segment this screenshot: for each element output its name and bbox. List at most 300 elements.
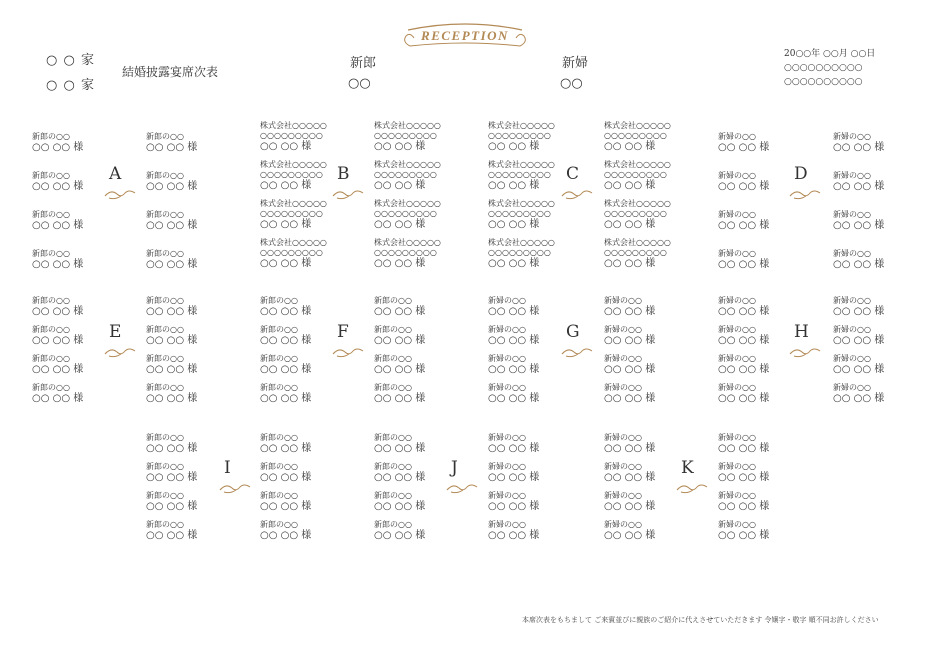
guest-name: ○○ ○○ 様 — [488, 258, 540, 269]
guest-name: ○○ ○○ 様 — [32, 364, 84, 375]
guest-seat — [260, 296, 360, 318]
guest-seat — [374, 462, 474, 484]
guest-seat — [604, 520, 704, 542]
guest-relation: 新郎の○○ — [146, 354, 184, 363]
guest-seat — [718, 491, 818, 513]
guest-relation: 新郎の○○ — [32, 354, 70, 363]
guest-relation: 新婦の○○ — [604, 383, 642, 392]
guest-seat — [374, 199, 474, 231]
guest-relation: 新郎の○○ — [32, 383, 70, 392]
guest-name: ○○ ○○ 様 — [488, 393, 540, 404]
guest-affiliation: ○○○○○○○○○ — [260, 248, 323, 257]
table-label-b: B — [337, 164, 350, 184]
guest-relation: 新郎の○○ — [146, 462, 184, 471]
guest-affiliation: ○○○○○○○○○ — [374, 209, 437, 218]
guest-name: ○○ ○○ 様 — [32, 142, 84, 153]
guest-seat — [32, 210, 132, 232]
guest-relation: 新婦の○○ — [718, 433, 756, 442]
guest-relation: 新婦の○○ — [604, 462, 642, 471]
guest-relation: 新婦の○○ — [718, 462, 756, 471]
guest-name: ○○ ○○ 様 — [718, 259, 770, 270]
table-label-g: G — [566, 322, 580, 342]
guest-relation: 新婦の○○ — [718, 296, 756, 305]
guest-seat — [32, 354, 132, 376]
guest-name: ○○ ○○ 様 — [604, 141, 656, 152]
guest-seat — [604, 325, 704, 347]
guest-seat — [833, 354, 933, 376]
guest-name: ○○ ○○ 様 — [718, 530, 770, 541]
guest-relation: 新郎の○○ — [374, 296, 412, 305]
guest-seat — [833, 171, 933, 193]
guest-seat — [374, 121, 474, 153]
guest-relation: 新婦の○○ — [718, 132, 756, 141]
guest-seat — [718, 462, 818, 484]
guest-name: ○○ ○○ 様 — [146, 530, 198, 541]
guest-name: ○○ ○○ 様 — [32, 393, 84, 404]
guest-seat — [488, 491, 588, 513]
table-label-h: H — [794, 322, 809, 342]
guest-name: ○○ ○○ 様 — [260, 472, 312, 483]
guest-relation: 新郎の○○ — [146, 132, 184, 141]
guest-relation: 新郎の○○ — [146, 296, 184, 305]
guest-relation: 新婦の○○ — [718, 325, 756, 334]
guest-seat — [146, 491, 246, 513]
guest-seat — [488, 325, 588, 347]
guest-relation: 新婦の○○ — [718, 491, 756, 500]
guest-name: ○○ ○○ 様 — [833, 142, 885, 153]
guest-seat — [32, 132, 132, 154]
guest-seat — [260, 199, 360, 231]
bride-name: ○○ — [560, 76, 583, 91]
guest-relation: 新郎の○○ — [374, 491, 412, 500]
table-label-e: E — [109, 322, 122, 342]
groom-label: 新郎 — [350, 56, 377, 71]
guest-name: ○○ ○○ 様 — [718, 443, 770, 454]
guest-seat — [488, 520, 588, 542]
guest-seat — [146, 171, 246, 193]
guest-seat — [146, 325, 246, 347]
guest-affiliation: ○○○○○○○○○ — [488, 209, 551, 218]
guest-seat — [146, 296, 246, 318]
guest-name: ○○ ○○ 様 — [604, 393, 656, 404]
guest-seat — [32, 383, 132, 405]
guest-name: ○○ ○○ 様 — [718, 393, 770, 404]
guest-relation: 新郎の○○ — [146, 249, 184, 258]
guest-name: ○○ ○○ 様 — [32, 181, 84, 192]
guest-seat — [833, 132, 933, 154]
guest-name: ○○ ○○ 様 — [146, 393, 198, 404]
guest-seat — [833, 383, 933, 405]
guest-seat — [374, 238, 474, 270]
guest-relation: 株式会社○○○○○ — [488, 160, 555, 169]
guest-name: ○○ ○○ 様 — [488, 335, 540, 346]
guest-name: ○○ ○○ 様 — [260, 443, 312, 454]
table-label-i: I — [224, 458, 231, 478]
guest-seat — [488, 383, 588, 405]
guest-relation: 新婦の○○ — [604, 354, 642, 363]
guest-name: ○○ ○○ 様 — [488, 501, 540, 512]
guest-seat — [374, 383, 474, 405]
guest-seat — [374, 520, 474, 542]
guest-relation: 新婦の○○ — [604, 433, 642, 442]
guest-name: ○○ ○○ 様 — [488, 443, 540, 454]
guest-seat — [718, 296, 818, 318]
guest-relation: 新婦の○○ — [833, 296, 871, 305]
guest-seat — [374, 160, 474, 192]
guest-seat — [146, 433, 246, 455]
guest-seat — [146, 520, 246, 542]
guest-name: ○○ ○○ 様 — [374, 393, 426, 404]
guest-name: ○○ ○○ 様 — [260, 180, 312, 191]
guest-name: ○○ ○○ 様 — [146, 472, 198, 483]
guest-relation: 株式会社○○○○○ — [488, 121, 555, 130]
guest-relation: 新郎の○○ — [260, 325, 298, 334]
guest-affiliation: ○○○○○○○○○ — [260, 209, 323, 218]
guest-relation: 新婦の○○ — [833, 132, 871, 141]
guest-relation: 株式会社○○○○○ — [260, 121, 327, 130]
guest-relation: 新婦の○○ — [488, 520, 526, 529]
guest-relation: 新郎の○○ — [374, 354, 412, 363]
guest-seat — [604, 383, 704, 405]
guest-relation: 株式会社○○○○○ — [488, 238, 555, 247]
guest-name: ○○ ○○ 様 — [374, 443, 426, 454]
guest-seat — [260, 433, 360, 455]
guest-seat — [718, 210, 818, 232]
bride-label: 新婦 — [562, 56, 589, 71]
guest-relation: 株式会社○○○○○ — [260, 160, 327, 169]
guest-affiliation: ○○○○○○○○○ — [374, 170, 437, 179]
guest-seat — [260, 325, 360, 347]
guest-relation: 株式会社○○○○○ — [374, 160, 441, 169]
guest-relation: 新婦の○○ — [833, 210, 871, 219]
guest-seat — [604, 491, 704, 513]
guest-name: ○○ ○○ 様 — [374, 335, 426, 346]
guest-name: ○○ ○○ 様 — [833, 335, 885, 346]
guest-name: ○○ ○○ 様 — [833, 364, 885, 375]
guest-seat — [146, 462, 246, 484]
svg-text:RECEPTION: RECEPTION — [421, 28, 509, 43]
guest-relation: 新郎の○○ — [374, 520, 412, 529]
guest-relation: 株式会社○○○○○ — [604, 160, 671, 169]
guest-name: ○○ ○○ 様 — [260, 335, 312, 346]
guest-name: ○○ ○○ 様 — [374, 141, 426, 152]
guest-seat — [260, 520, 360, 542]
guest-relation: 新婦の○○ — [488, 296, 526, 305]
guest-relation: 株式会社○○○○○ — [488, 199, 555, 208]
guest-relation: 新郎の○○ — [260, 491, 298, 500]
venue-line-1: ○○○○○○○○○○ — [784, 63, 863, 73]
guest-relation: 新郎の○○ — [260, 296, 298, 305]
guest-relation: 新婦の○○ — [604, 491, 642, 500]
guest-seat — [374, 296, 474, 318]
guest-seat — [718, 325, 818, 347]
guest-seat — [488, 238, 588, 270]
guest-name: ○○ ○○ 様 — [718, 335, 770, 346]
guest-name: ○○ ○○ 様 — [718, 472, 770, 483]
guest-name: ○○ ○○ 様 — [146, 181, 198, 192]
guest-name: ○○ ○○ 様 — [604, 335, 656, 346]
guest-relation: 株式会社○○○○○ — [604, 121, 671, 130]
guest-affiliation: ○○○○○○○○○ — [374, 248, 437, 257]
guest-relation: 新婦の○○ — [604, 325, 642, 334]
guest-relation: 株式会社○○○○○ — [374, 121, 441, 130]
guest-relation: 新婦の○○ — [488, 383, 526, 392]
guest-relation: 新郎の○○ — [146, 171, 184, 180]
guest-name: ○○ ○○ 様 — [32, 220, 84, 231]
guest-seat — [488, 433, 588, 455]
family-1: ○ ○ 家 — [46, 53, 95, 68]
guest-name: ○○ ○○ 様 — [488, 364, 540, 375]
guest-name: ○○ ○○ 様 — [374, 306, 426, 317]
table-label-a: A — [109, 164, 122, 184]
guest-seat — [718, 383, 818, 405]
guest-affiliation: ○○○○○○○○○ — [488, 131, 551, 140]
guest-seat — [718, 249, 818, 271]
guest-seat — [604, 433, 704, 455]
guest-name: ○○ ○○ 様 — [833, 259, 885, 270]
guest-name: ○○ ○○ 様 — [374, 180, 426, 191]
guest-name: ○○ ○○ 様 — [604, 501, 656, 512]
guest-name: ○○ ○○ 様 — [374, 258, 426, 269]
guest-name: ○○ ○○ 様 — [260, 141, 312, 152]
guest-name: ○○ ○○ 様 — [374, 501, 426, 512]
guest-affiliation: ○○○○○○○○○ — [488, 248, 551, 257]
guest-seat — [146, 210, 246, 232]
guest-seat — [32, 325, 132, 347]
guest-seat — [718, 132, 818, 154]
table-label-c: C — [566, 164, 580, 184]
guest-seat — [833, 296, 933, 318]
guest-affiliation: ○○○○○○○○○ — [374, 131, 437, 140]
guest-relation: 新婦の○○ — [488, 325, 526, 334]
guest-seat — [260, 238, 360, 270]
guest-relation: 新郎の○○ — [146, 520, 184, 529]
guest-name: ○○ ○○ 様 — [604, 180, 656, 191]
guest-name: ○○ ○○ 様 — [718, 181, 770, 192]
guest-relation: 株式会社○○○○○ — [374, 238, 441, 247]
guest-name: ○○ ○○ 様 — [604, 472, 656, 483]
guest-relation: 新郎の○○ — [374, 325, 412, 334]
guest-affiliation: ○○○○○○○○○ — [604, 248, 667, 257]
guest-relation: 新郎の○○ — [32, 132, 70, 141]
guest-name: ○○ ○○ 様 — [32, 306, 84, 317]
table-label-j: J — [451, 458, 458, 478]
guest-relation: 新婦の○○ — [718, 383, 756, 392]
guest-name: ○○ ○○ 様 — [146, 443, 198, 454]
guest-name: ○○ ○○ 様 — [718, 306, 770, 317]
guest-relation: 新郎の○○ — [374, 462, 412, 471]
guest-seat — [260, 354, 360, 376]
guest-seat — [833, 249, 933, 271]
guest-relation: 新郎の○○ — [146, 210, 184, 219]
guest-seat — [260, 491, 360, 513]
guest-relation: 新婦の○○ — [833, 383, 871, 392]
guest-name: ○○ ○○ 様 — [718, 501, 770, 512]
guest-seat — [604, 121, 704, 153]
guest-seat — [833, 325, 933, 347]
guest-relation: 新郎の○○ — [146, 383, 184, 392]
guest-seat — [374, 325, 474, 347]
guest-relation: 新婦の○○ — [833, 325, 871, 334]
guest-seat — [604, 160, 704, 192]
guest-seat — [260, 160, 360, 192]
guest-name: ○○ ○○ 様 — [146, 259, 198, 270]
guest-seat — [604, 296, 704, 318]
guest-name: ○○ ○○ 様 — [718, 220, 770, 231]
guest-relation: 新婦の○○ — [833, 249, 871, 258]
guest-relation: 新郎の○○ — [146, 491, 184, 500]
table-label-k: K — [681, 458, 694, 478]
guest-relation: 新婦の○○ — [833, 171, 871, 180]
guest-name: ○○ ○○ 様 — [32, 259, 84, 270]
guest-name: ○○ ○○ 様 — [488, 180, 540, 191]
guest-seat — [604, 462, 704, 484]
guest-relation: 新郎の○○ — [374, 433, 412, 442]
guest-name: ○○ ○○ 様 — [718, 142, 770, 153]
guest-relation: 新郎の○○ — [374, 383, 412, 392]
date-block — [784, 47, 875, 89]
guest-affiliation: ○○○○○○○○○ — [260, 131, 323, 140]
guest-relation: 新婦の○○ — [833, 354, 871, 363]
guest-name: ○○ ○○ 様 — [604, 258, 656, 269]
guest-relation: 新郎の○○ — [260, 354, 298, 363]
guest-seat — [604, 238, 704, 270]
guest-name: ○○ ○○ 様 — [488, 219, 540, 230]
guest-name: ○○ ○○ 様 — [604, 530, 656, 541]
guest-seat — [488, 121, 588, 153]
guest-relation: 新婦の○○ — [488, 462, 526, 471]
guest-name: ○○ ○○ 様 — [260, 501, 312, 512]
footer-note: 本席次表をもちまして ご来賓並びに親族のご紹介に代えさせていただきます 令嬢字・敬字 順不同お許しください — [522, 616, 879, 624]
guest-seat — [374, 433, 474, 455]
guest-relation: 新郎の○○ — [260, 433, 298, 442]
guest-seat — [833, 210, 933, 232]
guest-name: ○○ ○○ 様 — [604, 443, 656, 454]
guest-seat — [260, 121, 360, 153]
guest-seat — [488, 354, 588, 376]
table-label-d: D — [794, 164, 808, 184]
guest-name: ○○ ○○ 様 — [260, 530, 312, 541]
guest-name: ○○ ○○ 様 — [260, 393, 312, 404]
guest-name: ○○ ○○ 様 — [260, 306, 312, 317]
guest-name: ○○ ○○ 様 — [488, 141, 540, 152]
guest-seat — [718, 433, 818, 455]
guest-seat — [146, 249, 246, 271]
venue-line-2: ○○○○○○○○○○ — [784, 77, 863, 87]
guest-name: ○○ ○○ 様 — [146, 501, 198, 512]
guest-affiliation: ○○○○○○○○○ — [260, 170, 323, 179]
table-label-f: F — [337, 322, 349, 342]
guest-relation: 新婦の○○ — [604, 296, 642, 305]
guest-seat — [146, 132, 246, 154]
guest-name: ○○ ○○ 様 — [833, 220, 885, 231]
guest-seat — [604, 199, 704, 231]
guest-name: ○○ ○○ 様 — [146, 142, 198, 153]
guest-affiliation: ○○○○○○○○○ — [488, 170, 551, 179]
guest-seat — [146, 354, 246, 376]
guest-relation: 新郎の○○ — [32, 210, 70, 219]
guest-seat — [146, 383, 246, 405]
guest-relation: 新婦の○○ — [718, 354, 756, 363]
guest-seat — [260, 462, 360, 484]
groom-name: ○○ — [348, 76, 371, 91]
guest-relation: 新郎の○○ — [146, 433, 184, 442]
guest-name: ○○ ○○ 様 — [718, 364, 770, 375]
guest-relation: 新婦の○○ — [718, 520, 756, 529]
guest-name: ○○ ○○ 様 — [833, 181, 885, 192]
guest-seat — [32, 249, 132, 271]
guest-name: ○○ ○○ 様 — [833, 306, 885, 317]
guest-relation: 新婦の○○ — [488, 354, 526, 363]
guest-name: ○○ ○○ 様 — [260, 219, 312, 230]
guest-relation: 新郎の○○ — [32, 171, 70, 180]
guest-relation: 株式会社○○○○○ — [260, 199, 327, 208]
guest-seat — [260, 383, 360, 405]
guest-relation: 株式会社○○○○○ — [260, 238, 327, 247]
guest-name: ○○ ○○ 様 — [604, 364, 656, 375]
guest-seat — [718, 354, 818, 376]
guest-seat — [488, 462, 588, 484]
guest-name: ○○ ○○ 様 — [146, 335, 198, 346]
family-2: ○ ○ 家 — [46, 78, 95, 93]
guest-relation: 新婦の○○ — [604, 520, 642, 529]
reception-logo — [400, 12, 530, 56]
guest-relation: 新郎の○○ — [32, 325, 70, 334]
guest-relation: 株式会社○○○○○ — [604, 199, 671, 208]
guest-affiliation: ○○○○○○○○○ — [604, 131, 667, 140]
guest-name: ○○ ○○ 様 — [374, 530, 426, 541]
guest-name: ○○ ○○ 様 — [374, 472, 426, 483]
guest-relation: 新郎の○○ — [260, 520, 298, 529]
guest-relation: 新婦の○○ — [718, 210, 756, 219]
guest-relation: 新郎の○○ — [32, 249, 70, 258]
guest-seat — [32, 171, 132, 193]
guest-relation: 新婦の○○ — [488, 491, 526, 500]
guest-name: ○○ ○○ 様 — [260, 364, 312, 375]
guest-seat — [718, 520, 818, 542]
guest-affiliation: ○○○○○○○○○ — [604, 170, 667, 179]
guest-name: ○○ ○○ 様 — [374, 219, 426, 230]
guest-seat — [374, 491, 474, 513]
guest-relation: 新婦の○○ — [718, 249, 756, 258]
guest-name: ○○ ○○ 様 — [32, 335, 84, 346]
guest-name: ○○ ○○ 様 — [604, 219, 656, 230]
guest-name: ○○ ○○ 様 — [833, 393, 885, 404]
wedding-date: 20○○年 ○○月 ○○日 — [784, 49, 876, 59]
guest-name: ○○ ○○ 様 — [146, 306, 198, 317]
guest-relation: 新郎の○○ — [260, 462, 298, 471]
guest-name: ○○ ○○ 様 — [488, 530, 540, 541]
page-title: 結婚披露宴席次表 — [122, 65, 219, 79]
guest-relation: 新郎の○○ — [260, 383, 298, 392]
guest-seat — [374, 354, 474, 376]
guest-relation: 新婦の○○ — [718, 171, 756, 180]
guest-name: ○○ ○○ 様 — [260, 258, 312, 269]
guest-seat — [488, 296, 588, 318]
guest-name: ○○ ○○ 様 — [146, 220, 198, 231]
guest-seat — [488, 160, 588, 192]
guest-name: ○○ ○○ 様 — [488, 306, 540, 317]
guest-seat — [488, 199, 588, 231]
guest-relation: 新婦の○○ — [488, 433, 526, 442]
guest-name: ○○ ○○ 様 — [604, 306, 656, 317]
guest-seat — [718, 171, 818, 193]
guest-name: ○○ ○○ 様 — [146, 364, 198, 375]
guest-seat — [604, 354, 704, 376]
guest-seat — [32, 296, 132, 318]
guest-relation: 株式会社○○○○○ — [374, 199, 441, 208]
guest-relation: 株式会社○○○○○ — [604, 238, 671, 247]
